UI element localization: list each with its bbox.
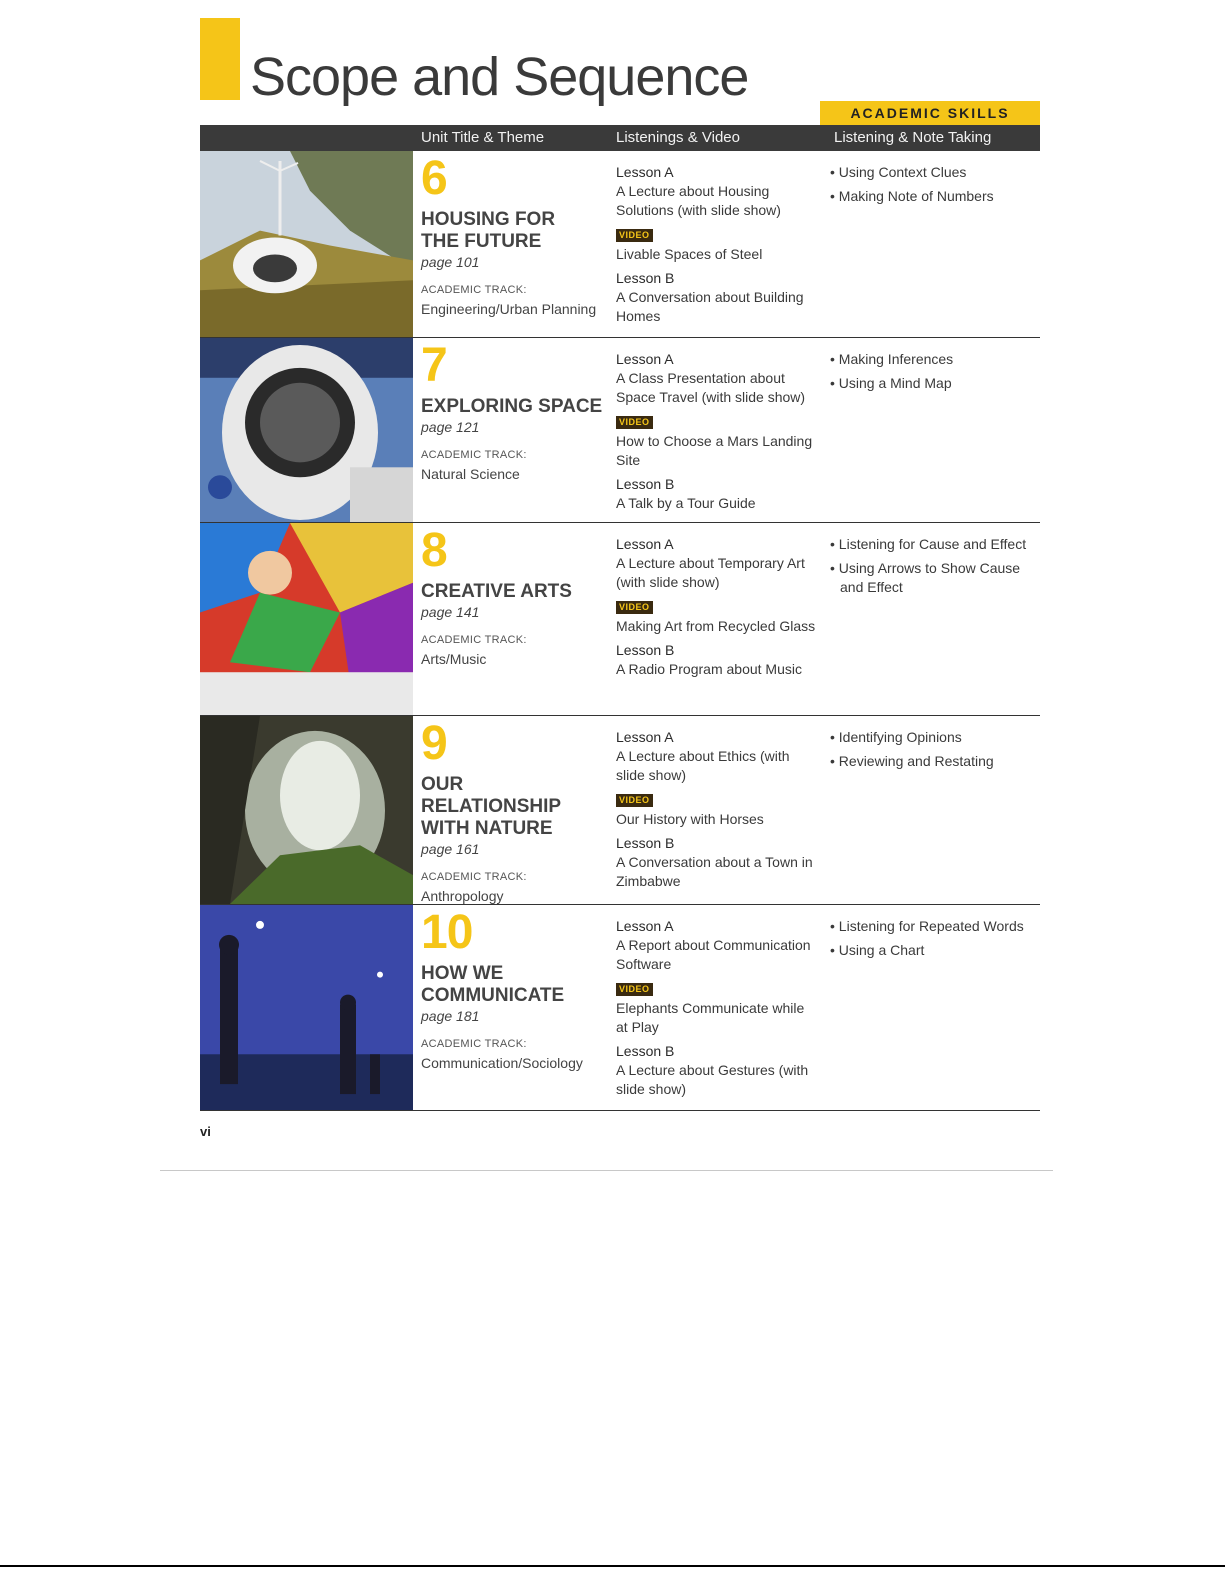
unit-page: page 121 <box>421 419 480 435</box>
video-badge: VIDEO <box>616 601 653 614</box>
lesson-b-heading: Lesson B <box>616 270 675 286</box>
video-badge: VIDEO <box>616 416 653 429</box>
listenings-column <box>616 728 816 896</box>
video-title: Livable Spaces of Steel <box>616 246 763 262</box>
video-badge: VIDEO <box>616 229 653 242</box>
unit-info <box>421 524 606 668</box>
listenings-column <box>616 350 816 518</box>
lesson-a-text: A Report about Communication Software <box>616 937 811 972</box>
note-item: • Using Arrows to Show Cause and Effect <box>830 560 1021 595</box>
lesson-b-heading: Lesson B <box>616 476 675 492</box>
video-title: How to Choose a Mars Landing Site <box>616 433 813 468</box>
note-taking-column <box>830 350 1030 398</box>
unit-title: HOUSING FOR THE FUTURE <box>421 209 556 252</box>
unit-info <box>421 152 606 318</box>
note-taking-column <box>830 728 1030 776</box>
bottom-border <box>0 1565 1225 1567</box>
note-item: • Using a Chart <box>830 942 925 958</box>
lesson-b-heading: Lesson B <box>616 642 675 658</box>
unit-title: CREATIVE ARTS <box>421 581 572 602</box>
header-note-taking: Listening & Note Taking <box>834 129 992 146</box>
unit-info <box>421 339 606 483</box>
lesson-a-text: A Lecture about Temporary Art (with slide show) <box>616 555 805 590</box>
unit-title: OUR RELATIONSHIP WITH NATURE <box>421 774 562 839</box>
note-item: • Identifying Opinions <box>830 729 962 745</box>
video-badge: VIDEO <box>616 983 653 996</box>
note-item: • Using Context Clues <box>830 164 967 180</box>
astronaut-photo <box>200 338 413 522</box>
eco-capsule-house-photo <box>200 151 413 337</box>
unit-number: 7 <box>421 339 447 392</box>
lesson-a-text: A Lecture about Housing Solutions (with slide show) <box>616 183 781 218</box>
note-taking-column <box>830 163 1030 211</box>
academic-track-label: ACADEMIC TRACK: <box>421 1038 527 1050</box>
lesson-b-text: A Radio Program about Music <box>616 661 802 677</box>
academic-skills-label: ACADEMIC SKILLS <box>820 101 1040 125</box>
unit-page: page 141 <box>421 604 480 620</box>
lesson-a-heading: Lesson A <box>616 729 674 745</box>
unit-number: 9 <box>421 717 447 770</box>
lesson-b-heading: Lesson B <box>616 835 675 851</box>
unit-page: page 101 <box>421 254 480 270</box>
academic-track-label: ACADEMIC TRACK: <box>421 449 527 461</box>
lesson-a-heading: Lesson A <box>616 351 674 367</box>
unit-row <box>200 523 1040 716</box>
lesson-b-text: A Lecture about Gestures (with slide show) <box>616 1062 809 1097</box>
unit-number: 8 <box>421 524 447 577</box>
unit-title: EXPLORING SPACE <box>421 396 603 417</box>
header-unit-title: Unit Title & Theme <box>421 129 545 146</box>
unit-page: page 161 <box>421 841 480 857</box>
page-divider <box>160 1170 1053 1171</box>
unit-row <box>200 905 1040 1111</box>
note-item: • Making Inferences <box>830 351 954 367</box>
note-item: • Reviewing and Restating <box>830 753 994 769</box>
academic-track: Natural Science <box>421 466 520 482</box>
video-badge: VIDEO <box>616 794 653 807</box>
unit-row <box>200 151 1040 338</box>
academic-track: Communication/Sociology <box>421 1055 583 1071</box>
lesson-a-text: A Lecture about Ethics (with slide show) <box>616 748 790 783</box>
unit-info <box>421 906 606 1072</box>
lesson-b-text: A Conversation about Building Homes <box>616 289 804 324</box>
academic-track: Engineering/Urban Planning <box>421 301 597 317</box>
academic-track: Anthropology <box>421 888 504 904</box>
video-title: Our History with Horses <box>616 811 764 827</box>
unit-title: HOW WE COMMUNICATE <box>421 963 565 1006</box>
lesson-b-text: A Talk by a Tour Guide <box>616 495 756 511</box>
academic-track: Arts/Music <box>421 651 487 667</box>
page-title: Scope and Sequence <box>250 47 749 107</box>
unit-row <box>200 338 1040 523</box>
lesson-a-heading: Lesson A <box>616 164 674 180</box>
note-item: • Listening for Cause and Effect <box>830 536 1027 552</box>
listenings-column <box>616 917 816 1104</box>
phone-lights-photo <box>200 905 413 1110</box>
note-item: • Using a Mind Map <box>830 375 952 391</box>
video-title: Making Art from Recycled Glass <box>616 618 816 634</box>
listenings-column <box>616 535 816 684</box>
table-header <box>200 125 1040 151</box>
note-item: • Making Note of Numbers <box>830 188 994 204</box>
lesson-b-text: A Conversation about a Town in Zimbabwe <box>616 854 813 889</box>
academic-track-label: ACADEMIC TRACK: <box>421 634 527 646</box>
lesson-a-text: A Class Presentation about Space Travel (with slide show) <box>616 370 806 405</box>
lesson-a-heading: Lesson A <box>616 918 674 934</box>
unit-number: 10 <box>421 906 473 959</box>
academic-track-label: ACADEMIC TRACK: <box>421 871 527 883</box>
title-accent-bar <box>200 18 240 100</box>
lesson-b-heading: Lesson B <box>616 1043 675 1059</box>
note-taking-column <box>830 535 1030 602</box>
festival-art-photo <box>200 523 413 715</box>
note-item: • Listening for Repeated Words <box>830 918 1024 934</box>
cave-photo <box>200 716 413 904</box>
unit-info <box>421 717 606 905</box>
unit-number: 6 <box>421 152 447 205</box>
page-folio: vi <box>200 1124 211 1139</box>
note-taking-column <box>830 917 1030 965</box>
academic-track-label: ACADEMIC TRACK: <box>421 284 527 296</box>
lesson-a-heading: Lesson A <box>616 536 674 552</box>
header-listenings: Listenings & Video <box>616 129 740 146</box>
unit-row <box>200 716 1040 905</box>
unit-page: page 181 <box>421 1008 480 1024</box>
listenings-column <box>616 163 816 331</box>
video-title: Elephants Communicate while at Play <box>616 1000 805 1035</box>
